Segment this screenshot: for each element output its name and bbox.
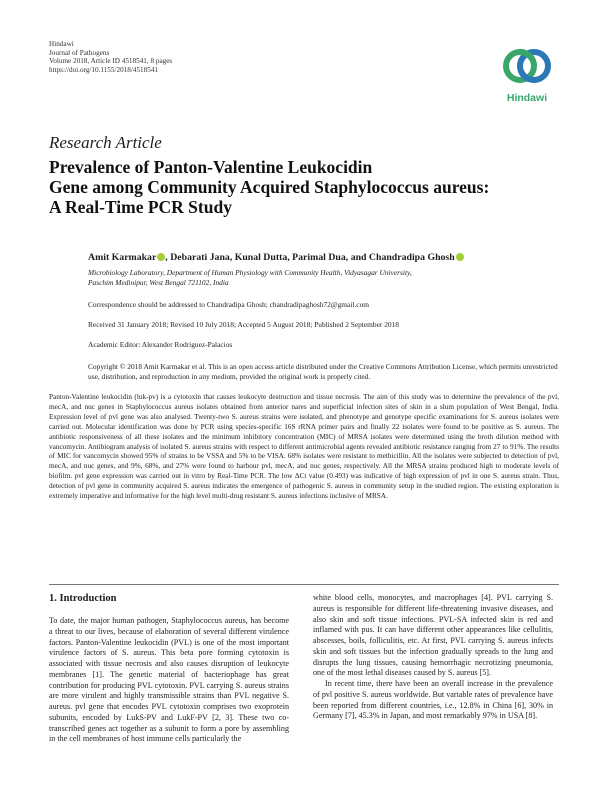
journal-name: Journal of Pathogens <box>49 48 110 57</box>
affiliation <box>88 268 558 288</box>
orcid-icon[interactable] <box>157 253 165 261</box>
doi-link[interactable]: https://doi.org/10.1155/2018/4518541 <box>49 65 159 74</box>
article-type: Research Article <box>49 133 162 152</box>
affiliation-line: Microbiology Laboratory, Department of Human Physiology with Community Health, Vidyasagar University, <box>88 268 412 277</box>
section-divider <box>49 584 559 585</box>
title-line: Prevalence of Panton-Valentine Leukocidin <box>49 157 373 177</box>
publication-dates: Received 31 January 2018; Revised 10 July 2018; Accepted 5 August 2018; Published 2 September 2018 <box>88 320 399 329</box>
correspondence: Correspondence should be addressed to Chandradipa Ghosh; chandradipaghosh72@gmail.com <box>88 300 370 309</box>
title-line: Gene among Community Acquired Staphylococcus aureus: <box>49 177 490 197</box>
author-name[interactable]: Kunal Dutta <box>234 252 288 263</box>
title-line: A Real-Time PCR Study <box>49 197 232 217</box>
body-column-right <box>313 593 553 722</box>
volume-info: Volume 2018, Article ID 4518541, 8 pages <box>49 57 173 66</box>
author-list: Amit Karmakar , Debarati Jana, Kunal Dutta, Parimal Dua, and Chandradipa Ghosh <box>88 252 558 263</box>
affiliation-line: Paschim Medinipur, West Bengal 721102, India <box>88 278 229 287</box>
paragraph: To date, the major human pathogen, Staphylococcus aureus, has become a threat to our lives, because of elaboration of several different virulence factors. Panton-Valentine leukocidin (PVL) is one of the most important virulence factors of S. aureus. This beta pore forming cytotoxin is associated with tissue necrosis and also causes disruption of leukocyte membranes [1]. The genetic material of bacteriophage has great contribution for producing PVL cytotoxin. PVL carrying S. aureus strains are more virulent and highly transmissible strains than PVL negative S. aureus. pvl gene that encodes PVL cytotoxin comprises two exoprotein subunits, encoded by LukS-PV and LukF-PV [2, 3]. These two co-transcribed genes act together as a subunit to form a pore by assembling in the cell membranes of host immune cells particularly the <box>49 616 289 744</box>
journal-header <box>49 40 172 74</box>
paper-title <box>49 157 559 217</box>
section-heading: 1. Introduction <box>49 593 117 604</box>
author-name[interactable]: and Chandradipa Ghosh <box>350 252 455 263</box>
paragraph: white blood cells, monocytes, and macrophages [4]. PVL carrying S. aureus is responsible for different life-threatening invasive diseases, and also skin and soft tissue infections. PVL-SA infected skin is red and inflamed with pus. It can have different other appearances like cellulitis, abscesses, boils, folliculitis, etc. At first, PVL carrying S. aureus infects skin and soft tissues but the infection gradually spreads to the lung and disrupts the lung tissues, causing hemorrhagic necrotizing pneumonia, one of the most lethal diseases caused by S. aureus [5]. <box>313 593 553 678</box>
orcid-icon[interactable] <box>456 253 464 261</box>
logo-wordmark: Hindawi <box>506 92 548 104</box>
publisher-name: Hindawi <box>49 40 74 48</box>
copyright-license: Copyright © 2018 Amit Karmakar et al. This is an open access article distributed under the Creative Commons Attribution License, which permits unrestricted use, distribution, and reproduction in any medium, provided the original work is properly cited. <box>88 362 558 381</box>
body-column-left <box>49 616 289 745</box>
author-name[interactable]: Debarati Jana <box>170 252 230 263</box>
abstract: Panton-Valentine leukocidin (luk-pv) is a cytotoxin that causes leukocyte destruction and tissue necrosis. The aim of this study was to determine the prevalence of the pvl, mecA, and nuc genes in Staphylococcus aureus isolates obtained from anterior nares and superficial infection sites of skin in a slum population of West Bengal, India. Expression level of pvl gene was also analysed. Twenty-two S. aureus strains were isolated, and phenotype and genotype specific examinations for S. aureus isolates were carried out. Molecular identification was done by PCR using species-specific 16S rRNA primer pairs and finally 22 isolates were found to be positive as S. aureus. The antibiotic responsiveness of all these isolates and the minimum inhibitory concentration (MIC) of MRSA isolates were determined using the broth dilution method with vancomycin. Antibiogram analysis of isolated S. aureus strains with respect to different antimicrobial agents revealed antibiotic resistance ranging from 27 to 91%. The results of MIC for vancomycin showed 95% of strains to be VSSA and 5% to be VISA. 68% isolates were resistant to methicillin. All the isolates were subjected to detection of pvl, mecA, and nuc genes, and 9%, 68%, and 27% were found to harbour pvl, mecA, and nuc genes, respectively. All the MRSA strains produced high to moderate levels of biofilm. pvl gene expression was carried out in vitro by Real-Time PCR. The low ΔCt value (0.493) was indicative of high expression of pvl in one S. aureus strain. Thus, detection of pvl gene in community acquired S. aureus indicates the emergence of pathogenic S. aureus in community setup in the studied region. The existing exploration is extremely imperative and informative for the high level multi-drug resistant S. aureus infections inclusive of MRSA. <box>49 393 559 501</box>
author-name[interactable]: Parimal Dua <box>292 252 346 263</box>
author-name[interactable]: Amit Karmakar <box>88 252 157 263</box>
paragraph: In recent time, there have been an overall increase in the prevalence of pvl positive S. aureus worldwide. But variable rates of prevalence have been reported from different countries, i.e., 12.8% in China [6], 30% in Germany [7], 45.3% in Japan, and most remarkably 97% in USA [8]. <box>313 679 553 721</box>
academic-editor: Academic Editor: Alexander Rodriguez-Palacios <box>88 340 233 349</box>
